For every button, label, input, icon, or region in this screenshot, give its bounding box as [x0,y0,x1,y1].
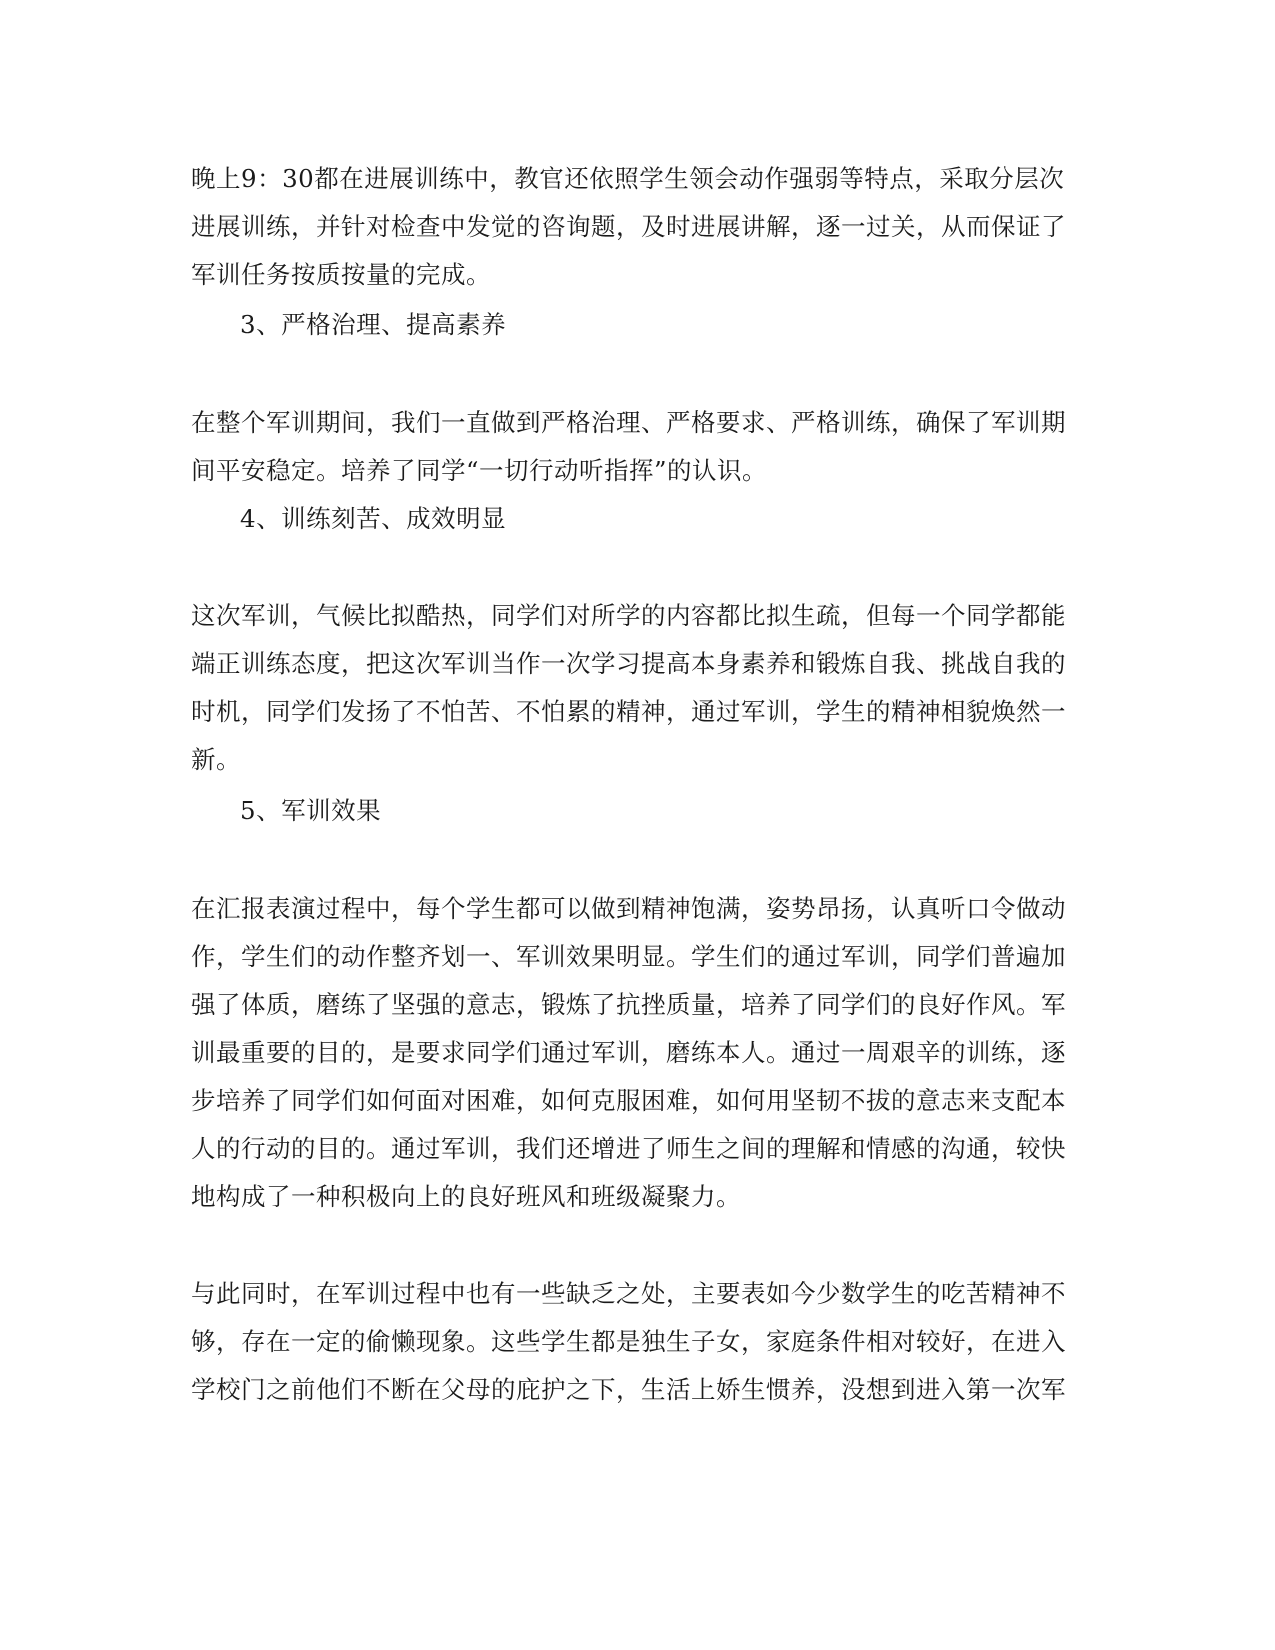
paragraph-training-schedule: 晚上9：30都在进展训练中，教官还依照学生领会动作强弱等特点，采取分层次进展训练，并针对检查中发觉的咨询题，及时进展讲解，逐一过关，从而保证了军训任务按质按量的完成。 [191,164,1066,289]
section-heading-5: 5、军训效果 [240,796,382,825]
section-heading-3: 3、严格治理、提高素养 [240,310,507,339]
paragraph-training-results: 在汇报表演过程中，每个学生都可以做到精神饱满，姿势昂扬，认真听口令做动作，学生们的动作整齐划一、军训效果明显。学生们的通过军训，同学们普遍加强了体质，磨练了坚强的意志，锻炼了抗挫质量，培养了同学们的良好作风。军训最重要的目的，是要求同学们通过军训，磨练本人。通过一周艰辛的训练，逐步培养了同学们如何面对困难，如何克服困难，如何用坚韧不拔的意志来支配本人的行动的目的。通过军训，我们还增进了师生之间的理解和情感的沟通，较快地构成了一种积极向上的良好班风和班级凝聚力。 [191,894,1066,1211]
paragraph-shortcomings: 与此同时，在军训过程中也有一些缺乏之处，主要表如今少数学生的吃苦精神不够，存在一定的偷懒现象。这些学生都是独生子女，家庭条件相对较好，在进入学校门之前他们不断在父母的庇护之下，生活上娇生惯养，没想到进入第一次军 [191,1279,1066,1404]
paragraph-hard-training: 这次军训，气候比拟酷热，同学们对所学的内容都比拟生疏，但每一个同学都能端正训练态度，把这次军训当作一次学习提高本身素养和锻炼自我、挑战自我的时机，同学们发扬了不怕苦、不怕累的精神，通过军训，学生的精神相貌焕然一新。 [191,601,1066,774]
section-heading-4: 4、训练刻苦、成效明显 [240,504,507,533]
paragraph-strict-management: 在整个军训期间，我们一直做到严格治理、严格要求、严格训练，确保了军训期间平安稳定。培养了同学“一切行动听指挥”的认识。 [191,408,1066,485]
